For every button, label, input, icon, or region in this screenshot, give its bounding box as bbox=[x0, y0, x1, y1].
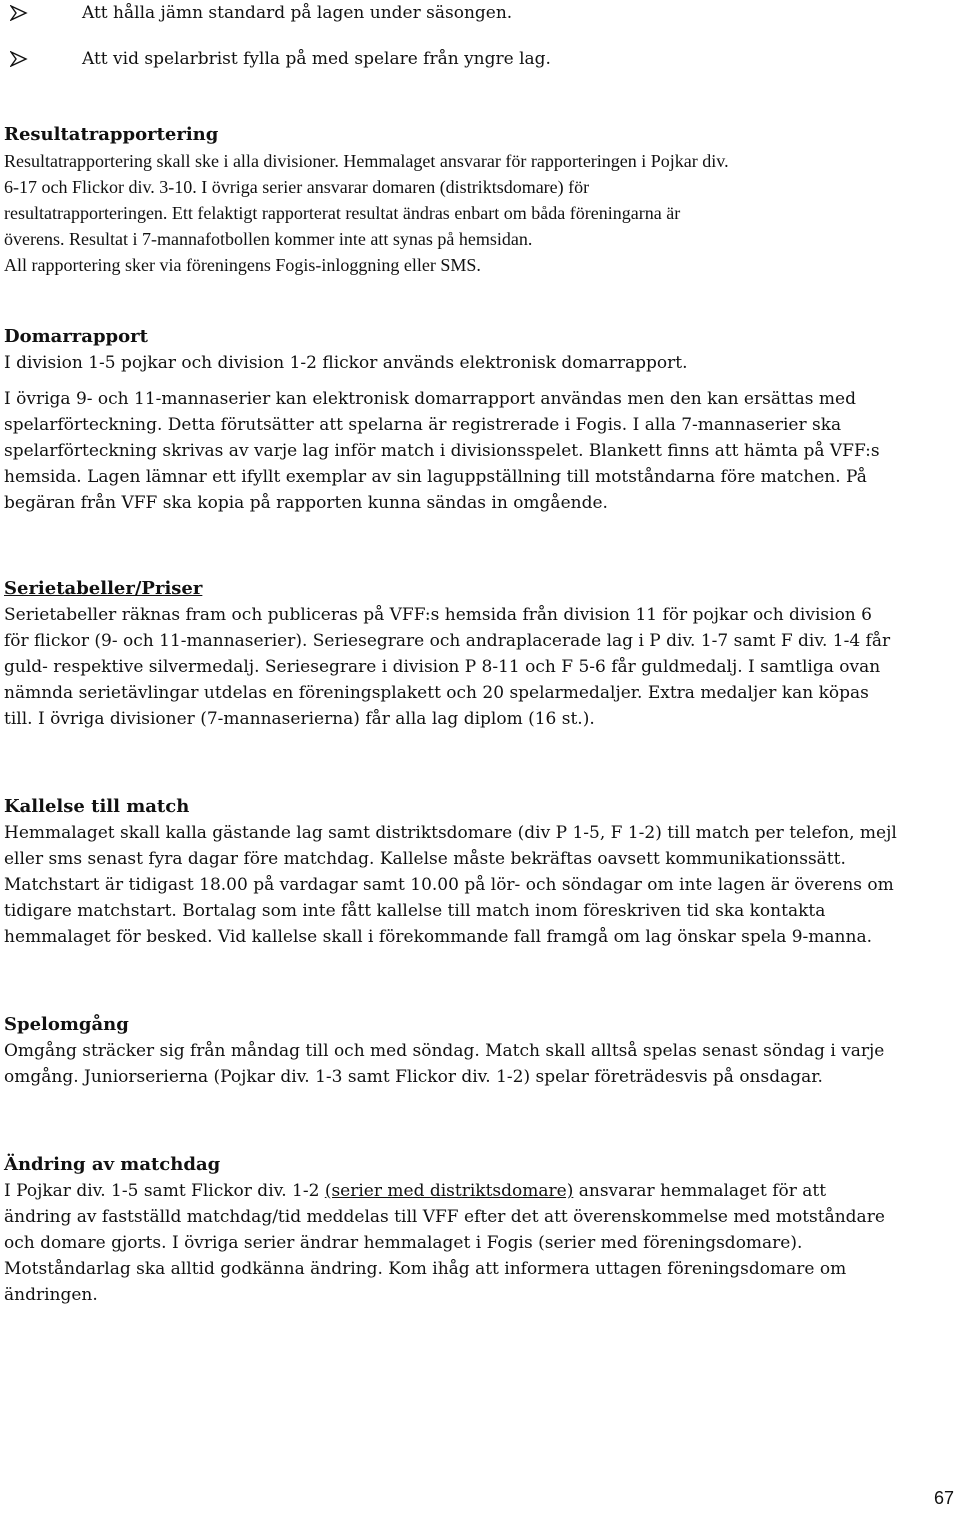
text-line: för flickor (9- och 11-mannaserier). Seriesegrare och andraplacerade lag i P div. 1-7 samt F div. 1-4 får bbox=[4, 631, 891, 651]
section-heading: Resultatrapportering bbox=[4, 124, 219, 145]
section-heading: Serietabeller/Priser bbox=[4, 578, 203, 599]
section-andring bbox=[4, 1152, 954, 1308]
text-line: resultatrapporteringen. Ett felaktigt rapporterat resultat ändras enbart om båda föreningarna är bbox=[4, 203, 681, 223]
bullet-text: Att hålla jämn standard på lagen under säsongen. bbox=[82, 3, 513, 23]
text-line: 6-17 och Flickor div. 3-10. I övriga serier ansvarar domaren (distriktsdomare) för bbox=[4, 177, 590, 197]
text-segment: I Pojkar div. 1-5 samt Flickor div. 1-2 bbox=[4, 1181, 325, 1201]
arrow-bullet-icon bbox=[10, 0, 30, 26]
text-line: guld- respektive silvermedalj. Seriesegrare i division P 8-11 och F 5-6 får guldmedalj. I samtliga ovan bbox=[4, 657, 881, 677]
section-heading: Ändring av matchdag bbox=[4, 1154, 221, 1175]
text-line: spelarförteckning skrivas av varje lag inför match i divisionsspelet. Blankett finns att hämta på VFF:s bbox=[4, 441, 880, 461]
text-line bbox=[4, 1178, 954, 1204]
text-line: I övriga 9- och 11-mannaserier kan elektronisk domarrapport användas men den kan ersättas med bbox=[4, 389, 856, 409]
bullet-item bbox=[4, 46, 954, 72]
section-body bbox=[4, 148, 954, 278]
text-line: nämnda serietävlingar utdelas en föreningsplakett och 20 spelarmedaljer. Extra medaljer kan köpas bbox=[4, 683, 869, 703]
text-line: tidigare matchstart. Bortalag som inte fått kallelse till match inom föreskriven tid ska kontakta bbox=[4, 901, 826, 921]
text-line: I division 1-5 pojkar och division 1-2 flickor används elektronisk domarrapport. bbox=[4, 353, 688, 373]
section-spelomgang bbox=[4, 1012, 954, 1090]
text-line: överens. Resultat i 7-mannafotbollen kommer inte att synas på hemsidan. bbox=[4, 229, 533, 249]
section-heading: Kallelse till match bbox=[4, 796, 190, 817]
section-heading: Domarrapport bbox=[4, 326, 148, 347]
text-line: ändringen. bbox=[4, 1285, 98, 1305]
section-resultatrapportering bbox=[4, 122, 954, 278]
text-line: All rapportering sker via föreningens Fogis-inloggning eller SMS. bbox=[4, 255, 481, 275]
text-line: eller sms senast fyra dagar före matchdag. Kallelse måste bekräftas oavsett kommunikationssätt. bbox=[4, 849, 846, 869]
arrow-bullet-icon bbox=[10, 46, 30, 72]
section-serietabeller bbox=[4, 576, 954, 732]
text-line: Resultatrapportering skall ske i alla divisioner. Hemmalaget ansvarar för rapporteringen i Pojkar div. bbox=[4, 151, 729, 171]
section-domarrapport bbox=[4, 324, 954, 516]
section-heading: Spelomgång bbox=[4, 1014, 129, 1035]
text-line: omgång. Juniorserierna (Pojkar div. 1-3 samt Flickor div. 1-2) spelar företrädesvis på onsdagar. bbox=[4, 1067, 823, 1087]
text-line: Serietabeller räknas fram och publiceras på VFF:s hemsida från division 11 för pojkar och division 6 bbox=[4, 605, 872, 625]
text-line: Hemmalaget skall kalla gästande lag samt distriktsdomare (div P 1-5, F 1-2) till match per telefon, mejl bbox=[4, 823, 897, 843]
bullet-list bbox=[4, 0, 954, 72]
text-line: Omgång sträcker sig från måndag till och med söndag. Match skall alltså spelas senast söndag i varje bbox=[4, 1041, 885, 1061]
text-line: spelarförteckning. Detta förutsätter att spelarna är registrerade i Fogis. I alla 7-mannaserier ska bbox=[4, 415, 842, 435]
underlined-segment: (serier med distriktsdomare) bbox=[324, 1181, 574, 1201]
text-line: hemmalaget för besked. Vid kallelse skall i förekommande fall framgå om lag önskar spela 9-manna. bbox=[4, 927, 872, 947]
bullet-text: Att vid spelarbrist fylla på med spelare från yngre lag. bbox=[82, 49, 551, 69]
text-segment: ansvarar hemmalaget för att bbox=[573, 1181, 827, 1201]
text-line: begäran från VFF ska kopia på rapporten kunna sändas in omgående. bbox=[4, 493, 608, 513]
bullet-item bbox=[4, 0, 954, 26]
text-line: hemsida. Lagen lämnar ett ifyllt exemplar av sin laguppställning till motståndarna före matchen. På bbox=[4, 467, 867, 487]
section-kallelse bbox=[4, 794, 954, 950]
text-line: till. I övriga divisioner (7-mannaserierna) får alla lag diplom (16 st.). bbox=[4, 709, 595, 729]
text-line: Motståndarlag ska alltid godkänna ändring. Kom ihåg att informera uttagen föreningsdomare om bbox=[4, 1259, 847, 1279]
text-line: ändring av fastställd matchdag/tid meddelas till VFF efter det att överenskommelse med motståndare bbox=[4, 1207, 885, 1227]
text-line: och domare gjorts. I övriga serier ändrar hemmalaget i Fogis (serier med föreningsdomare). bbox=[4, 1233, 803, 1253]
text-line: Matchstart är tidigast 18.00 på vardagar samt 10.00 på lör- och söndagar om inte lagen är överens om bbox=[4, 875, 894, 895]
page-number: 67 bbox=[933, 1488, 954, 1508]
document-page bbox=[4, 0, 954, 1308]
